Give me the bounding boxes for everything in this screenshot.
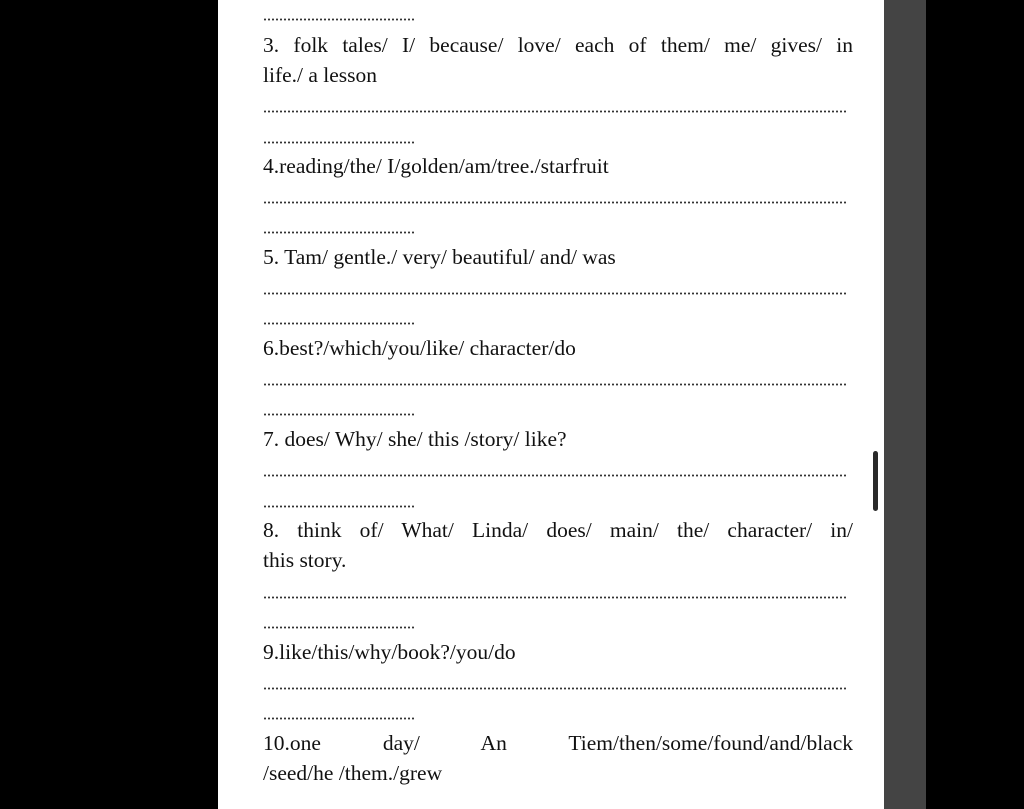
question-4-line1: 4.reading/the/ I/golden/am/tree./starfruit	[263, 154, 609, 178]
question-5	[263, 242, 853, 272]
answer-line-9	[263, 687, 847, 690]
question-10-line1: 10.one day/ An Tiem/then/some/found/and/black	[263, 731, 853, 755]
answer-line-9-end	[263, 717, 415, 720]
question-10	[263, 728, 853, 788]
question-7-line1: 7. does/ Why/ she/ this /story/ like?	[263, 427, 567, 451]
question-8-line2: this story.	[263, 548, 347, 572]
question-3-line1: 3. folk tales/ I/ because/ love/ each of them/ me/ gives/ in	[263, 33, 853, 57]
answer-line-8	[263, 596, 847, 599]
viewer-gutter	[884, 0, 926, 809]
question-10-line2: /seed/he /them./grew	[263, 761, 443, 785]
question-4	[263, 151, 853, 181]
answer-line-5	[263, 292, 847, 295]
question-3	[263, 30, 853, 90]
question-9	[263, 637, 853, 667]
question-9-line1: 9.like/this/why/book?/you/do	[263, 640, 516, 664]
answer-line-2-end	[263, 18, 415, 21]
answer-line-3-end	[263, 141, 415, 144]
answer-line-8-end	[263, 626, 415, 629]
question-6-line1: 6.best?/which/you/like/ character/do	[263, 336, 576, 360]
question-8	[263, 515, 853, 575]
answer-line-5-end	[263, 322, 415, 325]
worksheet-page	[218, 0, 884, 809]
question-3-line2: life./ a lesson	[263, 63, 378, 87]
question-6	[263, 333, 853, 363]
answer-line-6	[263, 383, 847, 386]
answer-line-4-end	[263, 231, 415, 234]
question-5-line1: 5. Tam/ gentle./ very/ beautiful/ and/ was	[263, 245, 616, 269]
question-8-line1: 8. think of/ What/ Linda/ does/ main/ the/ character/ in/	[263, 518, 853, 542]
answer-line-3	[263, 110, 847, 113]
answer-line-6-end	[263, 413, 415, 416]
answer-line-7	[263, 474, 847, 477]
answer-line-4	[263, 201, 847, 204]
scrollbar-thumb[interactable]	[873, 451, 878, 511]
question-7	[263, 424, 853, 454]
answer-line-7-end	[263, 505, 415, 508]
